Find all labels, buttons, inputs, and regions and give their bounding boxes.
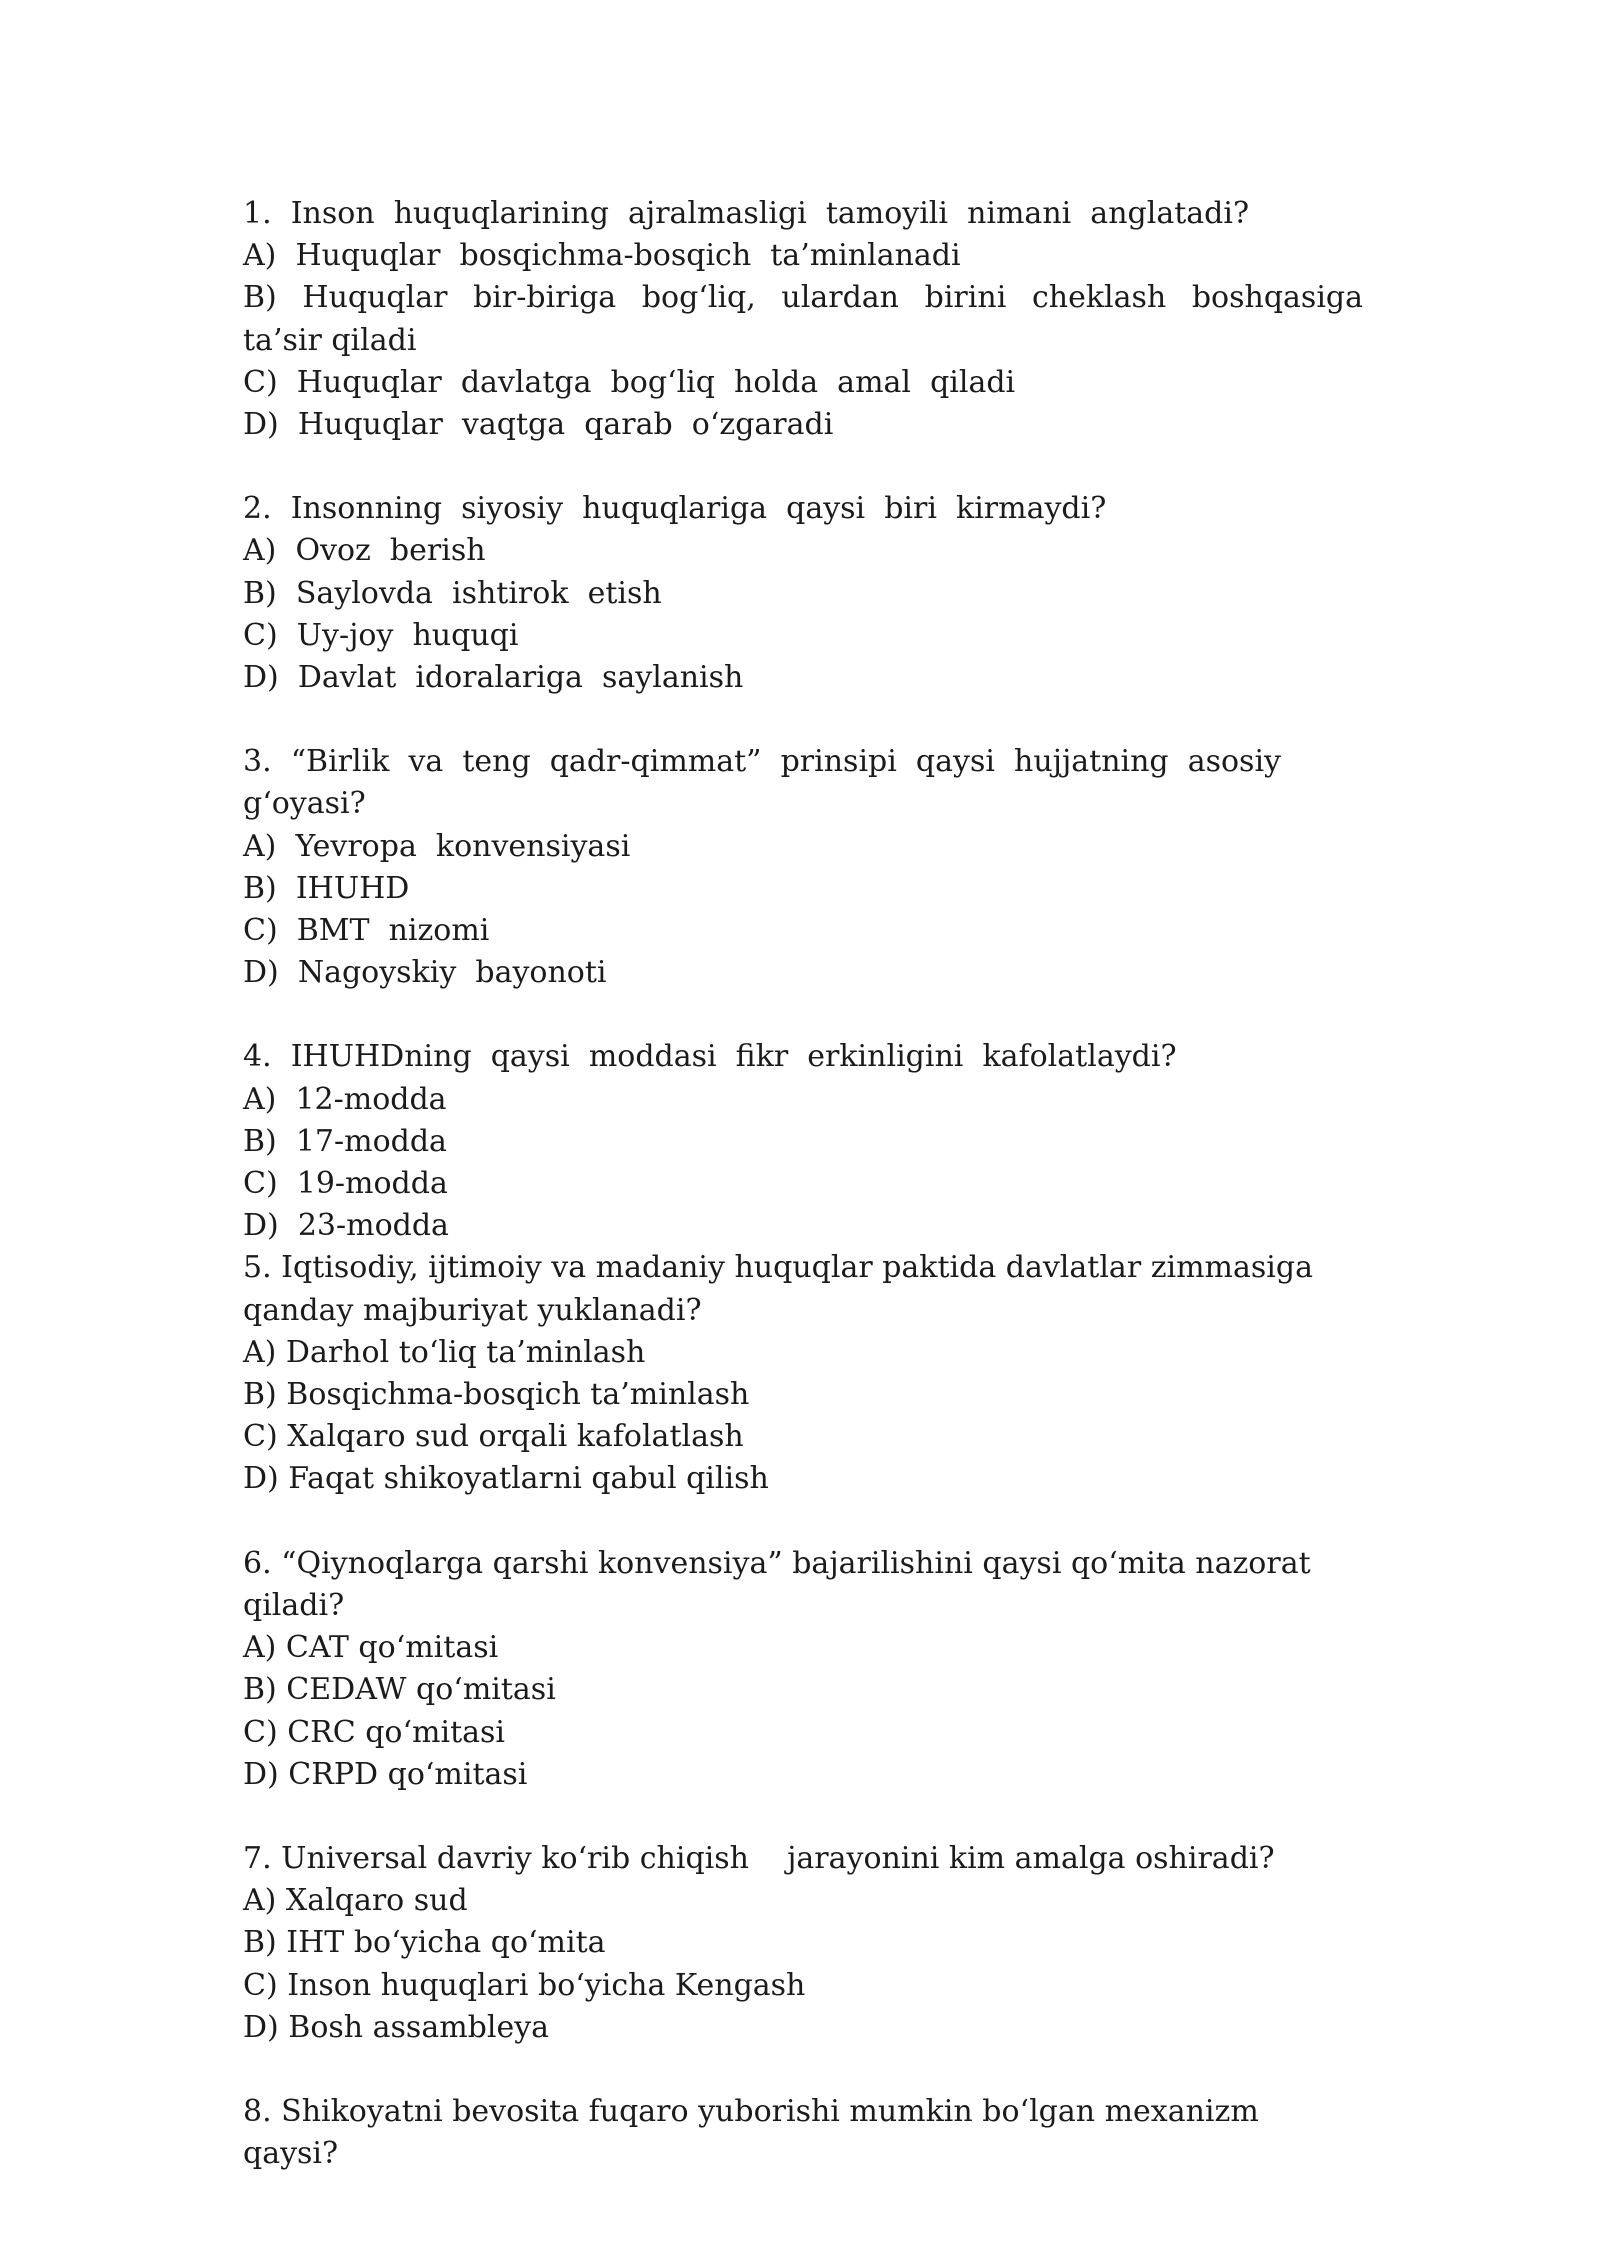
answer-option-d: D) Bosh assambleya	[243, 2009, 550, 2045]
question-3	[243, 741, 1363, 994]
question-5	[243, 1247, 1363, 1500]
question-text: 7. Universal davriy ko‘rib chiqish jarayonini kim amalga oshiradi?	[243, 1840, 1275, 1876]
answer-option-a: A) 12-modda	[243, 1081, 447, 1117]
answer-option-c: C) 19-modda	[243, 1166, 448, 1202]
answer-option-b: B) Huquqlar bir-biriga bog‘liq, ulardan birini cheklash boshqasiga ta’sir qiladi	[243, 280, 1383, 358]
answer-option-c: C) Huquqlar davlatga bog‘liq holda amal qiladi	[243, 364, 1016, 400]
answer-option-d: D) Davlat idoralariga saylanish	[243, 660, 744, 696]
question-text: 3. “Birlik va teng qadr-qimmat” prinsipi qaysi hujjatning asosiy g‘oyasi?	[243, 744, 1301, 822]
quiz-content	[243, 193, 1383, 2175]
answer-option-a: A) Darhol to‘liq ta’minlash	[243, 1334, 646, 1370]
answer-option-c: C) Inson huquqlari bo‘yicha Kengash	[243, 1967, 806, 2003]
answer-option-c: C) CRC qo‘mitasi	[243, 1714, 506, 1750]
question-text: 2. Insonning siyosiy huquqlariga qaysi biri kirmaydi?	[243, 491, 1107, 527]
answer-option-b: B) Bosqichma-bosqich ta’minlash	[243, 1377, 750, 1413]
answer-option-c: C) Xalqaro sud orqali kafolatlash	[243, 1419, 744, 1455]
answer-option-b: B) IHUHD	[243, 870, 410, 906]
answer-option-b: B) 17-modda	[243, 1123, 447, 1159]
answer-option-a: A) CAT qo‘mitasi	[243, 1630, 499, 1666]
answer-option-d: D) Nagoyskiy bayonoti	[243, 955, 607, 991]
question-text: 5. Iqtisodiy, ijtimoiy va madaniy huquqlar paktida davlatlar zimmasiga qanday majburiyat yuklanadi?	[243, 1250, 1323, 1328]
answer-option-a: A) Ovoz berish	[243, 533, 486, 569]
answer-option-d: D) CRPD qo‘mitasi	[243, 1756, 528, 1792]
answer-option-d: D) Huquqlar vaqtga qarab o‘zgaradi	[243, 407, 834, 443]
answer-option-a: A) Yevropa konvensiyasi	[243, 828, 631, 864]
answer-option-a: A) Xalqaro sud	[243, 1883, 468, 1919]
question-8	[243, 2091, 1363, 2175]
answer-option-b: B) Saylovda ishtirok etish	[243, 575, 662, 611]
answer-option-d: D) Faqat shikoyatlarni qabul qilish	[243, 1461, 769, 1497]
answer-option-d: D) 23-modda	[243, 1208, 449, 1244]
question-7	[243, 1838, 1363, 2049]
question-text: 1. Inson huquqlarining ajralmasligi tamoyili nimani anglatadi?	[243, 196, 1250, 231]
answer-option-a: A) Huquqlar bosqichma-bosqich ta’minlanadi	[243, 238, 961, 274]
answer-option-b: B) CEDAW qo‘mitasi	[243, 1672, 556, 1708]
answer-option-b: B) IHT bo‘yicha qo‘mita	[243, 1925, 606, 1961]
question-text: 6. “Qiynoqlarga qarshi konvensiya” bajarilishini qaysi qo‘mita nazorat qiladi?	[243, 1545, 1321, 1623]
question-text: 8. Shikoyatni bevosita fuqaro yuborishi mumkin bo‘lgan mexanizm qaysi?	[243, 2093, 1269, 2172]
answer-option-c: C) Uy-joy huquqi	[243, 617, 519, 653]
answer-option-c: C) BMT nizomi	[243, 913, 490, 949]
question-text: 4. IHUHDning qaysi moddasi fikr erkinligini kafolatlaydi?	[243, 1039, 1177, 1075]
question-4	[243, 1036, 1363, 1247]
question-2	[243, 488, 1363, 699]
question-6	[243, 1543, 1363, 1796]
question-1	[243, 193, 1383, 446]
